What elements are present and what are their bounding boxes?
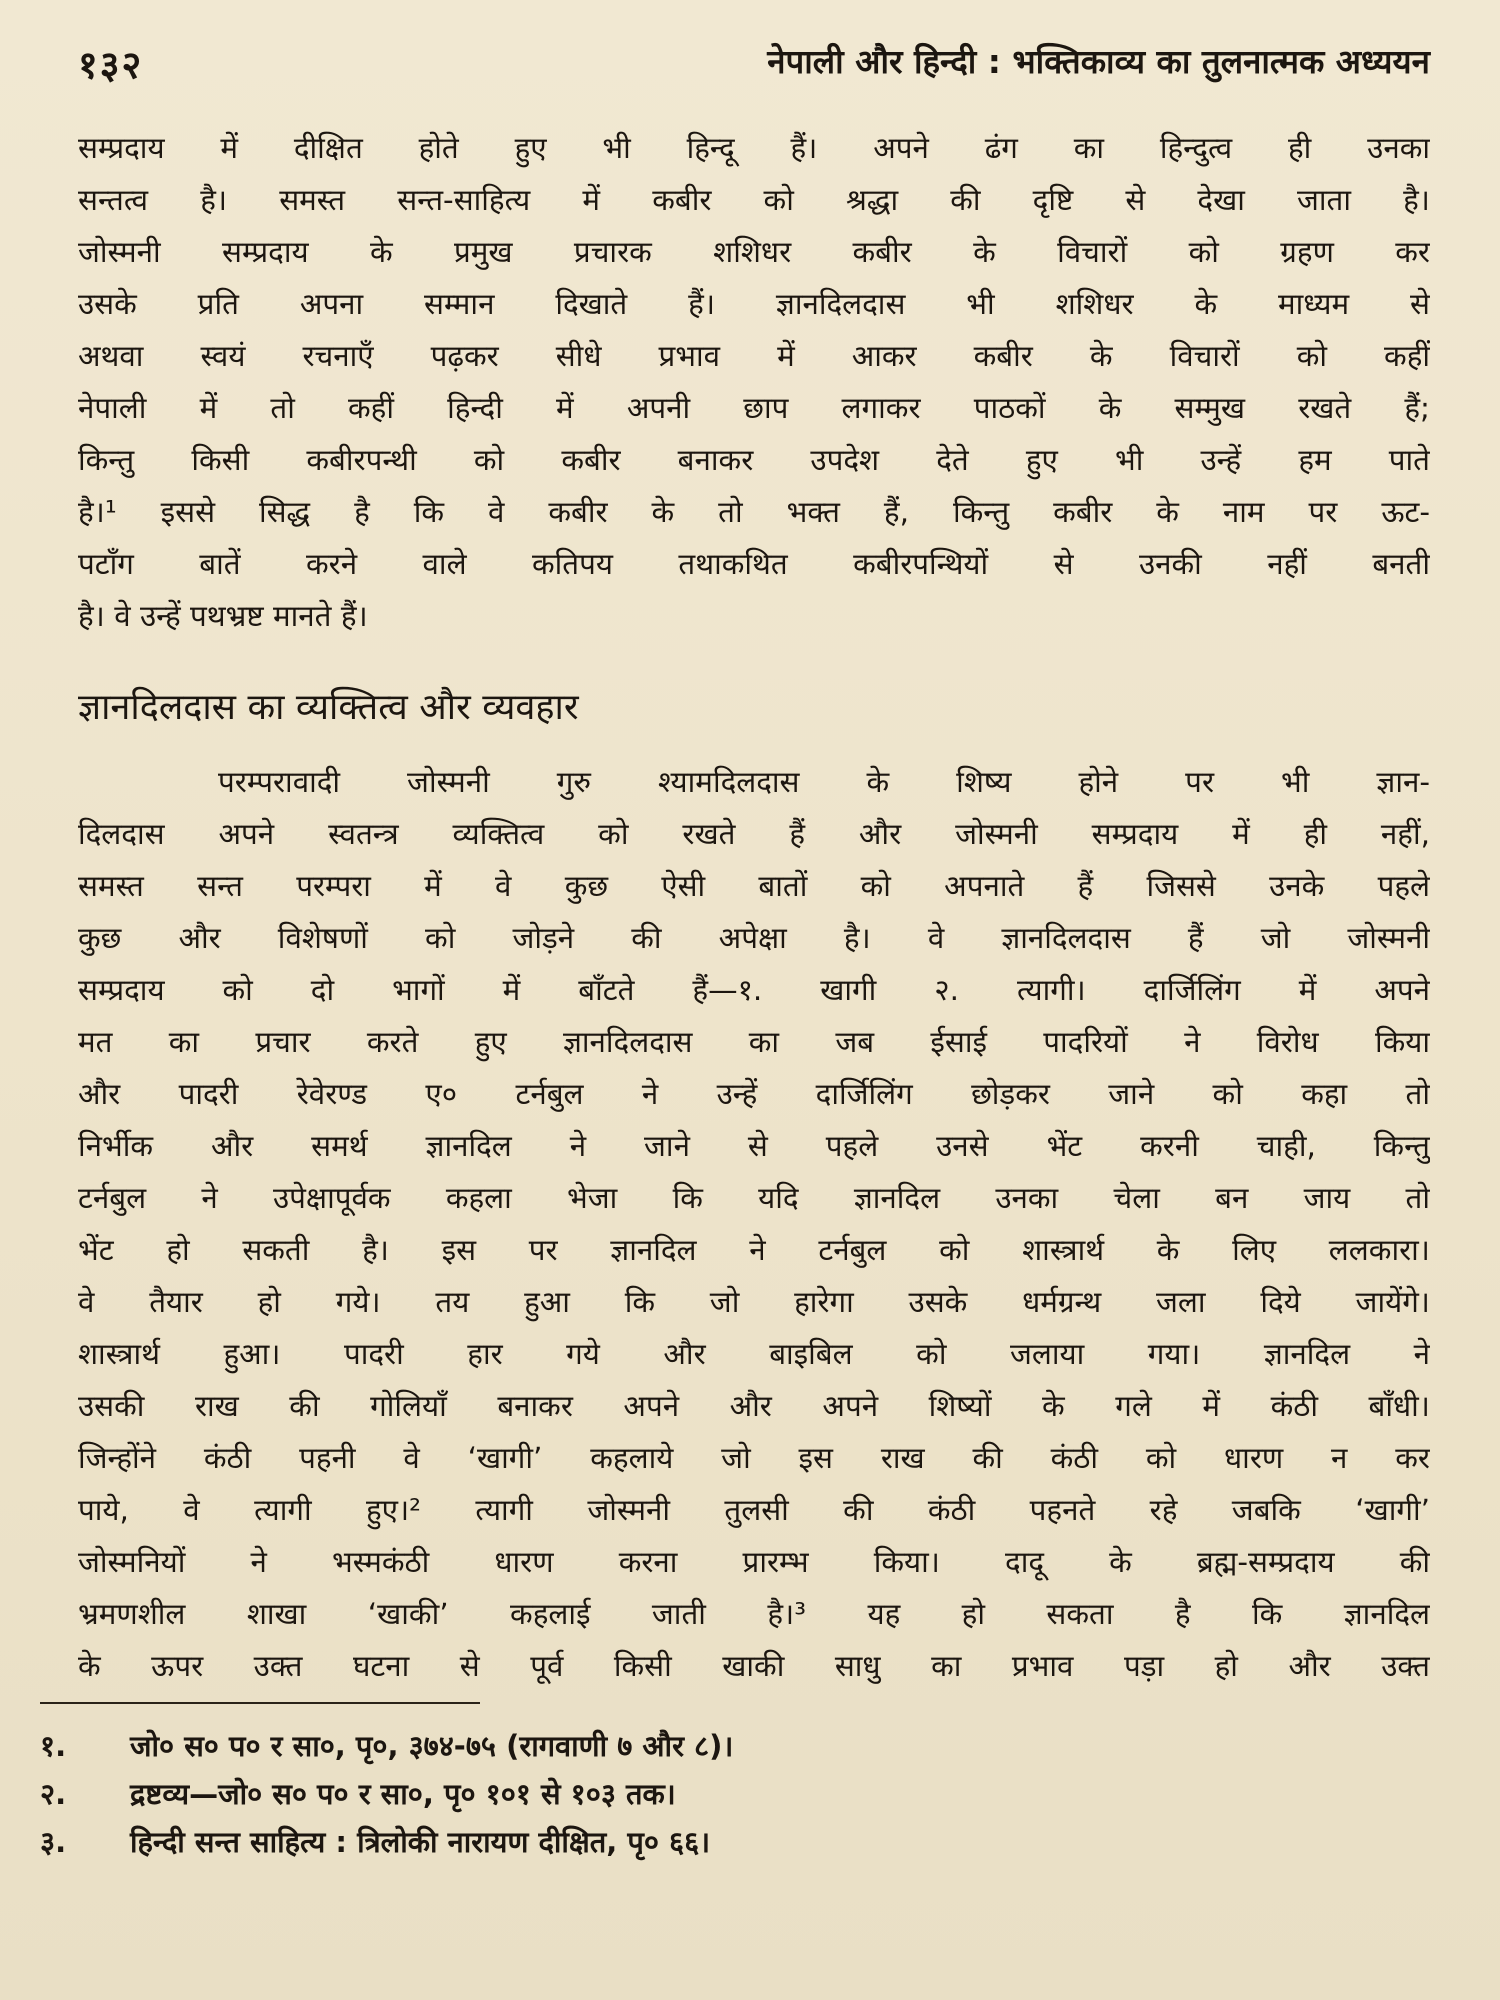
- footnote-number: १.: [40, 1729, 67, 1763]
- paragraph-1: [78, 122, 1430, 642]
- footnote-number: ३.: [40, 1825, 67, 1859]
- text-line: के ऊपर उक्त घटना से पूर्व किसी खाकी साधु का प्रभाव पड़ा हो और उक्त: [78, 1649, 1430, 1683]
- text-line: जोस्मनी सम्प्रदाय के प्रमुख प्रचारक शशिधर कबीर के विचारों को ग्रहण कर: [78, 235, 1430, 269]
- text-line: किन्तु किसी कबीरपन्थी को कबीर बनाकर उपदेश देते हुए भी उन्हें हम पाते: [78, 443, 1430, 477]
- text-line: अथवा स्वयं रचनाएँ पढ़कर सीधे प्रभाव में आकर कबीर के विचारों को कहीं: [78, 339, 1430, 373]
- text-line: भ्रमणशील शाखा ‘खाकी’ कहलाई जाती है।³ यह हो सकता है कि ज्ञानदिल: [78, 1597, 1430, 1631]
- text-line: सम्प्रदाय को दो भागों में बाँटते हैं—१. खागी २. त्यागी। दार्जिलिंग में अपने: [78, 973, 1430, 1007]
- text-line: पटाँग बातें करने वाले कतिपय तथाकथित कबीरपन्थियों से उनकी नहीं बनती: [78, 547, 1430, 581]
- text-line: समस्त सन्त परम्परा में वे कुछ ऐसी बातों को अपनाते हैं जिससे उनके पहले: [78, 869, 1430, 903]
- text-line: परम्परावादी जोस्मनी गुरु श्यामदिलदास के शिष्य होने पर भी ज्ञान-: [218, 765, 1430, 799]
- text-line: नेपाली में तो कहीं हिन्दी में अपनी छाप लगाकर पाठकों के सम्मुख रखते हैं;: [78, 391, 1430, 425]
- paragraph-2: [78, 756, 1430, 1692]
- section-heading: ज्ञानदिलदास का व्यक्तित्व और व्यवहार: [78, 687, 579, 728]
- footnote-text: द्रष्टव्य—जो० स० प० र सा०, पृ० १०१ से १०३ तक।: [130, 1777, 676, 1811]
- footnote: [40, 1722, 1430, 1770]
- footnotes: [40, 1722, 1430, 1866]
- footnote-divider: [40, 1702, 480, 1704]
- footnote-text: हिन्दी सन्त साहित्य : त्रिलोकी नारायण दीक्षित, पृ० ६६।: [130, 1825, 711, 1859]
- text-line: मत का प्रचार करते हुए ज्ञानदिलदास का जब ईसाई पादरियों ने विरोध किया: [78, 1025, 1430, 1059]
- text-line: पाये, वे त्यागी हुए।² त्यागी जोस्मनी तुलसी की कंठी पहनते रहे जबकि ‘खागी’: [78, 1493, 1430, 1527]
- text-line: टर्नबुल ने उपेक्षापूर्वक कहला भेजा कि यदि ज्ञानदिल उनका चेला बन जाय तो: [78, 1181, 1430, 1215]
- text-line: वे तैयार हो गये। तय हुआ कि जो हारेगा उसके धर्मग्रन्थ जला दिये जायेंगे।: [78, 1285, 1430, 1319]
- text-line: जोस्मनियों ने भस्मकंठी धारण करना प्रारम्भ किया। दादू के ब्रह्म-सम्प्रदाय की: [78, 1545, 1430, 1579]
- text-line: सन्तत्व है। समस्त सन्त-साहित्य में कबीर को श्रद्धा की दृष्टि से देखा जाता है।: [78, 183, 1430, 217]
- text-line: कुछ और विशेषणों को जोड़ने की अपेक्षा है। वे ज्ञानदिलदास हैं जो जोस्मनी: [78, 921, 1430, 955]
- text-line: है। वे उन्हें पथभ्रष्ट मानते हैं।: [78, 599, 368, 633]
- text-line: जिन्होंने कंठी पहनी वे ‘खागी’ कहलाये जो इस राख की कंठी को धारण न कर: [78, 1441, 1430, 1475]
- text-line: उसकी राख की गोलियाँ बनाकर अपने और अपने शिष्यों के गले में कंठी बाँधी।: [78, 1389, 1430, 1423]
- text-line: उसके प्रति अपना सम्मान दिखाते हैं। ज्ञानदिलदास भी शशिधर के माध्यम से: [78, 287, 1430, 321]
- footnote-number: २.: [40, 1777, 67, 1811]
- text-line: दिलदास अपने स्वतन्त्र व्यक्तित्व को रखते हैं और जोस्मनी सम्प्रदाय में ही नहीं,: [78, 817, 1430, 851]
- text-line: और पादरी रेवेरण्ड ए० टर्नबुल ने उन्हें दार्जिलिंग छोड़कर जाने को कहा तो: [78, 1077, 1430, 1111]
- text-line: शास्त्रार्थ हुआ। पादरी हार गये और बाइबिल को जलाया गया। ज्ञानदिल ने: [78, 1337, 1430, 1371]
- footnote: [40, 1770, 1430, 1818]
- text-line: है।¹ इससे सिद्ध है कि वे कबीर के तो भक्त हैं, किन्तु कबीर के नाम पर ऊट-: [78, 495, 1430, 529]
- footnote: [40, 1818, 1430, 1866]
- page-header: [78, 34, 1430, 90]
- text-line: सम्प्रदाय में दीक्षित होते हुए भी हिन्दू हैं। अपने ढंग का हिन्दुत्व ही उनका: [78, 131, 1430, 165]
- footnote-text: जो० स० प० र सा०, पृ०, ३७४-७५ (रागवाणी ७ और ८)।: [130, 1729, 734, 1763]
- running-title: नेपाली और हिन्दी : भक्तिकाव्य का तुलनात्मक अध्ययन: [767, 42, 1430, 81]
- page-body: [78, 122, 1430, 1692]
- page-number: १३२: [78, 43, 144, 87]
- text-line: निर्भीक और समर्थ ज्ञानदिल ने जाने से पहले उनसे भेंट करनी चाही, किन्तु: [78, 1129, 1430, 1163]
- text-line: भेंट हो सकती है। इस पर ज्ञानदिल ने टर्नबुल को शास्त्रार्थ के लिए ललकारा।: [78, 1233, 1430, 1267]
